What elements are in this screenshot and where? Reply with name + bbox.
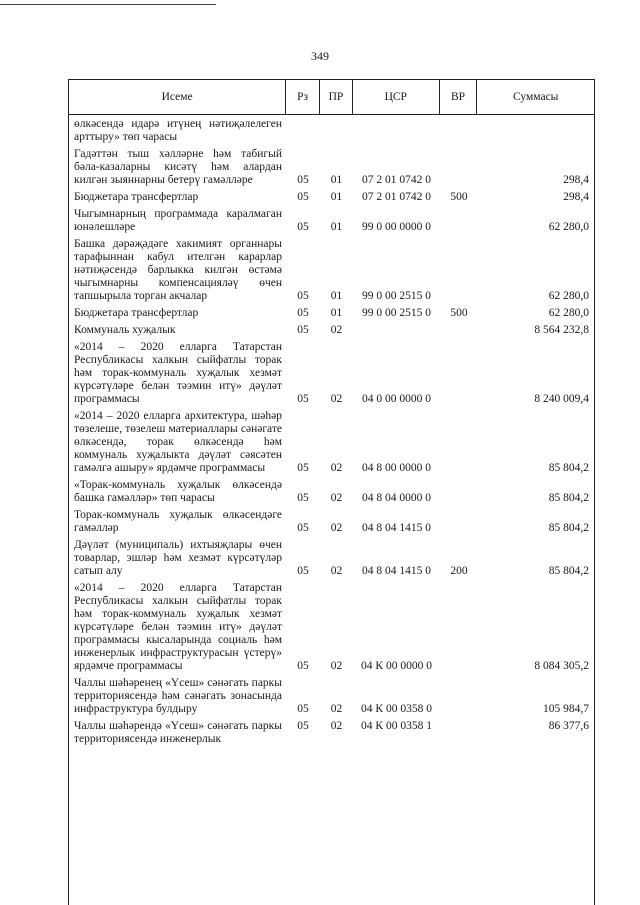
cell-csr: 04 8 04 1415 0 xyxy=(362,565,431,577)
cell-rz: 05 xyxy=(297,660,309,672)
table-row xyxy=(68,305,595,322)
cell-sum: 298,4 xyxy=(563,174,589,186)
cell-name: Коммуналь хуҗалык xyxy=(74,324,176,336)
cell-pr: 02 xyxy=(330,660,343,672)
cell-vr xyxy=(440,720,478,746)
cell-csr: 04 8 00 0000 0 xyxy=(362,462,431,474)
cell-rz: 05 xyxy=(297,462,309,474)
table-row xyxy=(68,675,595,718)
cell-name: «2014 – 2020 елларга Татарстан Республикасы халкын сыйфатлы торак һәм торак-коммуналь хуҗалык хезмәт күрсәтүләре белән тәэмин итү» дәүләт программасы кысаларында социаль һәм инженерлык инфраструктурасын үстерү» ярдәмче программасы xyxy=(74,582,282,672)
cell-vr xyxy=(440,341,478,406)
cell-name: Бюджетара трансфертлар xyxy=(74,191,199,203)
cell-pr: 02 xyxy=(330,522,343,534)
header-vr: ВР xyxy=(440,80,478,114)
header-name: Исеме xyxy=(69,80,286,114)
top-rule xyxy=(0,4,216,5)
cell-pr: 02 xyxy=(330,492,343,504)
cell-rz: 05 xyxy=(297,492,309,504)
cell-name: Бюджетара трансфертлар xyxy=(74,307,199,319)
cell-name: Торак-коммуналь хуҗалык өлкәсендәге гамәлләр xyxy=(74,509,282,534)
cell-sum: 105 984,7 xyxy=(543,703,589,715)
cell-pr: 01 xyxy=(330,191,343,203)
cell-name: Чыгымнарның программада каралмаган юнәлешләре xyxy=(74,208,282,233)
table-row xyxy=(68,537,595,580)
cell-sum: 85 804,2 xyxy=(548,462,589,474)
cell-rz: 05 xyxy=(297,565,309,577)
cell-rz: 05 xyxy=(297,522,309,534)
cell-vr xyxy=(440,208,478,234)
page-number: 349 xyxy=(311,49,329,63)
cell-name: Башка дәрәҗәдәге хакимият органнары тарафыннан кабул ителгән карарлар нәтиҗәсендә барлыкка килгән өстәмә чыгымнарны компенсацияләү өчен тапшырыла торган акчалар xyxy=(74,238,282,302)
cell-csr: 04 К 00 0358 0 xyxy=(361,703,432,715)
cell-vr xyxy=(440,148,478,187)
cell-csr: 04 8 04 0000 0 xyxy=(362,492,431,504)
cell-csr: 99 0 00 2515 0 xyxy=(362,307,431,319)
table-row xyxy=(68,146,595,189)
cell-name: «Торак-коммуналь хуҗалык өлкәсендә башка гамәлләр» төп чарасы xyxy=(74,479,282,504)
cell-sum: 62 280,0 xyxy=(548,307,589,319)
table-body xyxy=(68,116,595,748)
cell-vr: 200 xyxy=(450,565,468,577)
cell-rz: 05 xyxy=(297,290,309,302)
cell-sum: 8 084 305,2 xyxy=(534,660,589,672)
cell-sum: 298,4 xyxy=(563,191,589,203)
cell-sum: 85 804,2 xyxy=(548,565,589,577)
header-rz: Рз xyxy=(286,80,320,114)
cell-name: Дәүләт (муниципаль) ихтыяҗлары өчен товарлар, эшләр һәм хезмәт күрсәтүләр сатып алу xyxy=(74,539,282,577)
cell-vr xyxy=(440,238,478,303)
cell-rz: 05 xyxy=(297,174,309,186)
cell-pr: 02 xyxy=(330,462,343,474)
header-csr: ЦСР xyxy=(353,80,440,114)
table-row xyxy=(68,580,595,675)
cell-vr xyxy=(440,479,478,505)
cell-rz: 05 xyxy=(297,393,309,405)
table-row xyxy=(68,189,595,206)
cell-vr xyxy=(440,324,478,337)
cell-pr: 02 xyxy=(330,720,343,732)
cell-sum: 85 804,2 xyxy=(548,522,589,534)
cell-vr xyxy=(440,509,478,535)
table-row xyxy=(68,236,595,305)
table-row xyxy=(68,507,595,537)
cell-pr: 01 xyxy=(330,290,343,302)
cell-name: Гадәттән тыш хәлләрне һәм табигый бәла-казаларны кисәтү һәм алардан килгән зыяннарны бетерү гамәлләре xyxy=(74,148,282,186)
cell-sum xyxy=(478,118,595,144)
cell-vr xyxy=(440,677,478,716)
table-header xyxy=(68,79,595,115)
cell-csr: 04 К 00 0358 1 xyxy=(361,720,432,732)
cell-rz xyxy=(286,118,320,144)
cell-csr: 07 2 01 0742 0 xyxy=(362,191,431,203)
cell-pr: 01 xyxy=(330,174,343,186)
cell-vr xyxy=(440,582,478,673)
cell-pr xyxy=(320,118,353,144)
cell-sum: 62 280,0 xyxy=(548,290,589,302)
cell-csr: 99 0 00 0000 0 xyxy=(362,221,431,233)
cell-pr: 02 xyxy=(330,703,343,715)
cell-sum: 86 377,6 xyxy=(548,720,589,732)
table-row xyxy=(68,408,595,477)
cell-pr: 02 xyxy=(330,324,343,336)
header-sum: Суммасы xyxy=(513,91,559,103)
cell-pr: 01 xyxy=(330,307,343,319)
cell-sum: 8 240 009,4 xyxy=(534,393,589,405)
cell-name: «2014 – 2020 елларга архитектура, шәһәр төзелеше, төзелеш материаллары сәнәгате өлкәсендә, торак өлкәсендә һәм коммуналь хуҗалыкта дәүләт сәясәтен гамәлгә ашыру» ярдәмче программасы xyxy=(74,410,282,474)
cell-csr xyxy=(353,324,440,337)
table-row xyxy=(68,116,595,146)
cell-name: өлкәсендә идарә итүнең нәтиҗәлелеген арттыру» төп чарасы xyxy=(74,118,282,143)
cell-csr: 04 0 00 0000 0 xyxy=(362,393,431,405)
cell-pr: 02 xyxy=(330,393,343,405)
table-row xyxy=(68,206,595,236)
cell-vr: 500 xyxy=(450,307,468,319)
cell-sum: 8 564 232,8 xyxy=(534,324,589,336)
cell-rz: 05 xyxy=(297,307,309,319)
table-row xyxy=(68,718,595,748)
cell-vr xyxy=(440,410,478,475)
cell-rz: 05 xyxy=(297,703,309,715)
cell-name: Чаллы шәһәренең «Үсеш» сәнәгать паркы территориясендә һәм сәнәгать зонасында инфраструктура булдыру xyxy=(74,677,282,715)
cell-rz: 05 xyxy=(297,191,309,203)
cell-pr: 01 xyxy=(330,221,343,233)
cell-name: Чаллы шәһәрендә «Үсеш» сәнәгать паркы территориясендә инженерлык xyxy=(74,720,282,745)
cell-rz: 05 xyxy=(297,324,309,336)
cell-pr: 02 xyxy=(330,565,343,577)
cell-rz: 05 xyxy=(297,720,309,732)
cell-csr: 04 8 04 1415 0 xyxy=(362,522,431,534)
cell-sum: 85 804,2 xyxy=(548,492,589,504)
cell-vr: 500 xyxy=(450,191,468,203)
cell-csr: 07 2 01 0742 0 xyxy=(362,174,431,186)
cell-csr xyxy=(353,118,440,144)
cell-name: «2014 – 2020 елларга Татарстан Республикасы халкын сыйфатлы торак һәм торак-коммуналь хуҗалык хезмәт күрсәтүләре белән тәэмин итү» дәүләт программасы xyxy=(74,341,282,405)
cell-csr: 04 К 00 0000 0 xyxy=(361,660,432,672)
table-row xyxy=(68,477,595,507)
header-pr: ПР xyxy=(320,80,353,114)
table-row xyxy=(68,322,595,339)
cell-vr xyxy=(440,118,478,144)
table-row xyxy=(68,339,595,408)
cell-rz: 05 xyxy=(297,221,309,233)
cell-sum: 62 280,0 xyxy=(548,221,589,233)
cell-csr: 99 0 00 2515 0 xyxy=(362,290,431,302)
